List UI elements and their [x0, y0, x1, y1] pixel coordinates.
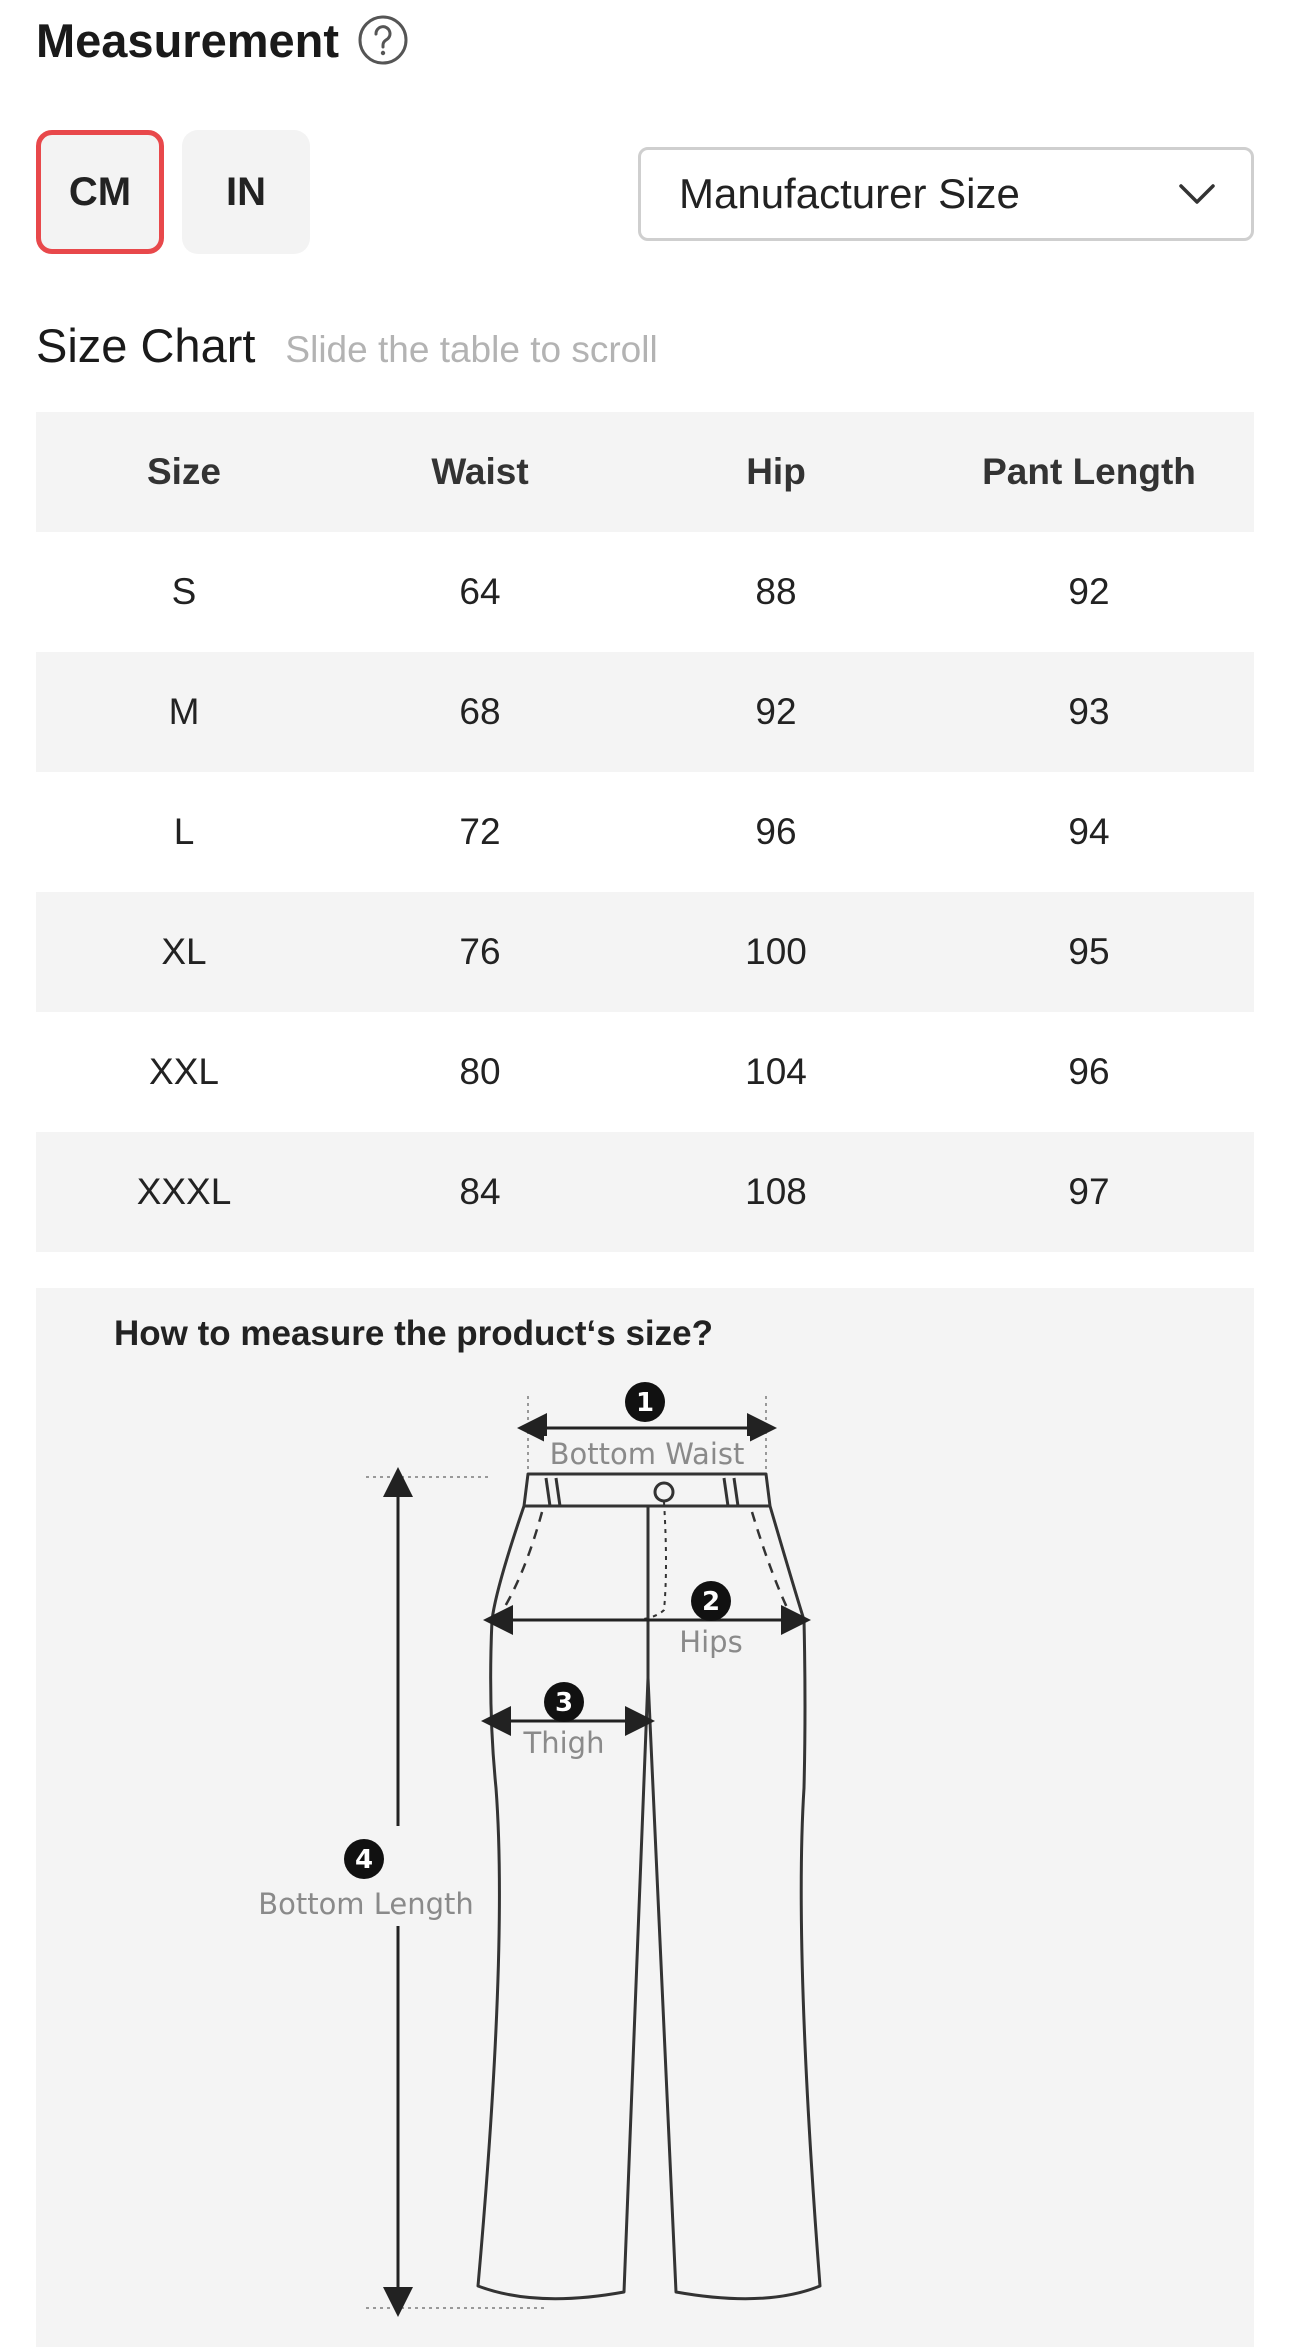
waist-cell: 80 — [459, 1051, 501, 1092]
table-row — [36, 1012, 1254, 1132]
hip-cell: 104 — [745, 1051, 807, 1092]
measurement-title: Measurement — [36, 13, 339, 67]
column-header-hip: Hip — [746, 451, 806, 492]
badge-1 — [625, 1382, 665, 1422]
bottom-waist-label: Bottom Waist — [549, 1437, 745, 1471]
waist-cell: 64 — [459, 571, 501, 612]
hip-cell: 100 — [745, 931, 807, 972]
table-row — [36, 532, 1254, 652]
size-cell: M — [168, 691, 200, 732]
size-chart-title: Size Chart — [36, 319, 256, 372]
size-system-value: Manufacturer Size — [679, 170, 1020, 217]
table-row — [36, 772, 1254, 892]
svg-text:1: 1 — [635, 1388, 655, 1418]
scroll-hint: Slide the table to scroll — [285, 329, 658, 370]
size-cell: XL — [161, 931, 207, 972]
column-header-pant-length: Pant Length — [982, 451, 1196, 492]
badge-3 — [544, 1682, 584, 1722]
svg-text:4: 4 — [354, 1845, 374, 1875]
unit-in-button[interactable]: IN — [182, 130, 310, 254]
unit-toggle — [36, 130, 310, 254]
unit-cm-button[interactable]: CM — [36, 130, 164, 254]
size-cell: XXL — [149, 1051, 219, 1092]
column-header-waist: Waist — [431, 451, 529, 492]
hip-cell: 108 — [745, 1171, 807, 1212]
pants-diagram — [36, 1288, 1254, 2347]
badge-2 — [691, 1581, 731, 1621]
svg-text:3: 3 — [554, 1688, 574, 1718]
column-header-size: Size — [146, 451, 222, 492]
pant-length-cell: 96 — [1068, 1051, 1110, 1092]
bottom-length-label: Bottom Length — [258, 1887, 474, 1921]
size-cell: XXXL — [136, 1171, 232, 1212]
waist-cell: 76 — [459, 931, 501, 972]
pant-length-cell: 94 — [1068, 811, 1110, 852]
chevron-down-icon — [1177, 181, 1217, 207]
pant-length-cell: 92 — [1068, 571, 1110, 612]
size-cell: L — [173, 811, 195, 852]
measure-guide-title: How to measure the product‘s size? — [114, 1314, 713, 1353]
hips-label: Hips — [679, 1625, 743, 1659]
thigh-label: Thigh — [523, 1726, 605, 1760]
table-row — [36, 652, 1254, 772]
size-chart-header — [36, 318, 658, 373]
pant-length-cell: 95 — [1068, 931, 1110, 972]
waist-cell: 72 — [459, 811, 501, 852]
measurement-header — [36, 10, 409, 70]
waist-cell: 84 — [459, 1171, 501, 1212]
table-header-row — [36, 412, 1254, 532]
hip-cell: 92 — [755, 691, 797, 732]
pant-length-cell: 97 — [1068, 1171, 1110, 1212]
waist-cell: 68 — [459, 691, 501, 732]
hip-cell: 88 — [755, 571, 797, 612]
table-row — [36, 892, 1254, 1012]
table-row — [36, 1132, 1254, 1252]
pant-length-cell: 93 — [1068, 691, 1110, 732]
measure-guide — [36, 1288, 1254, 2347]
size-cell: S — [171, 571, 197, 612]
svg-text:2: 2 — [701, 1587, 721, 1617]
hip-cell: 96 — [755, 811, 797, 852]
size-system-select[interactable] — [638, 147, 1254, 241]
question-circle-icon[interactable] — [357, 14, 409, 66]
size-chart-table[interactable] — [36, 412, 1254, 1252]
pants-outline — [478, 1474, 820, 2299]
